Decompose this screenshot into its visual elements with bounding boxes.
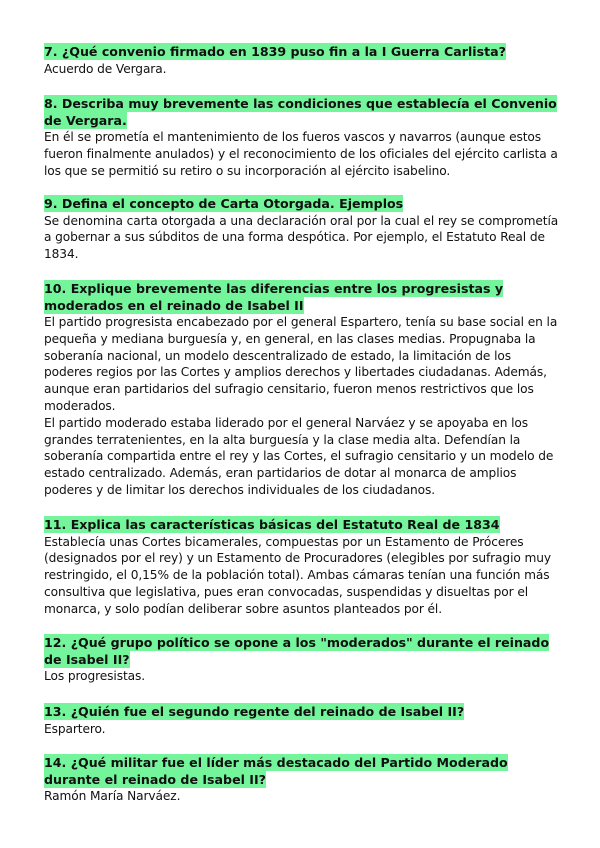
question-heading: 14. ¿Qué militar fue el líder más destacado del Partido Moderado durante el reinado de Isabel II? <box>44 755 508 787</box>
answer-text: Acuerdo de Vergara. <box>44 61 167 76</box>
answer-text: En él se prometía el mantenimiento de los fueros vascos y navarros (aunque estos fueron finalmente anulados) y el reconocimiento de los oficiales del ejército carlista a los que se permitió su retiro o su incorporación al ejército isabelino. <box>44 130 558 178</box>
question-heading: 10. Explique brevemente las diferencias entre los progresistas y moderados en el reinado de Isabel II <box>44 281 504 313</box>
answer-text: Establecía unas Cortes bicamerales, compuestas por un Estamento de Próceres (designados por el rey) y un Estamento de Procuradores (elegibles por sufragio muy restringido, el 0,15% de la población total). Ambas cámaras tenían una función más consultiva que legislativa, pues eran convocadas, suspendidas y disueltas por el monarca, y solo podían deliberar sobre asuntos planteados por él. <box>44 534 551 616</box>
question-block-7 <box>44 44 562 77</box>
question-block-14 <box>44 755 562 805</box>
answer-text: Los progresistas. <box>44 669 146 683</box>
question-heading: 8. Describa muy brevemente las condiciones que establecía el Convenio de Vergara. <box>44 96 557 128</box>
answer-text: El partido progresista encabezado por el general Espartero, tenía su base social en la pequeña y mediana burguesía y, en general, en las clases medias. Propugnaba la soberanía nacional, un modelo descentralizado de estado, la limitación de los poderes regios por las Cortes y amplios derechos y libertades ciudadanas. Además, aunque eran partidarios del sufragio censitario, fueron menos restrictivos que los moderados. El partido moderado estaba liderado por el general Narváez y se apoyaba en los grandes terratenientes, en la alta burguesía y la clase media alta. Defendían la soberanía compartida entre el rey y las Cortes, el sufragio censitario y un modelo de estado centralizado. Además, eran partidarios de dotar al monarca de amplios poderes y de limitar los derechos individuales de los ciudadanos. <box>44 315 558 497</box>
question-block-8 <box>44 96 562 179</box>
question-heading: 12. ¿Qué grupo político se opone a los "moderados" durante el reinado de Isabel II? <box>44 635 550 667</box>
question-block-11 <box>44 517 562 617</box>
answer-text: Espartero. <box>44 721 106 736</box>
question-heading: 13. ¿Quién fue el segundo regente del reinado de Isabel II? <box>44 704 465 719</box>
question-heading: 7. ¿Qué convenio firmado en 1839 puso fin a la I Guerra Carlista? <box>44 44 506 59</box>
question-block-13 <box>44 704 562 737</box>
question-heading: 11. Explica las características básicas del Estatuto Real de 1834 <box>44 517 500 532</box>
question-block-12 <box>44 635 562 685</box>
question-heading: 9. Defina el concepto de Carta Otorgada. Ejemplos <box>44 196 404 211</box>
answer-text: Se denomina carta otorgada a una declaración oral por la cual el rey se comprometía a gobernar a sus súbditos de una forma despótica. Por ejemplo, el Estatuto Real de 1834. <box>44 213 559 262</box>
answer-text: Ramón María Narváez. <box>44 789 181 803</box>
question-block-10 <box>44 281 562 499</box>
question-block-9 <box>44 196 562 263</box>
